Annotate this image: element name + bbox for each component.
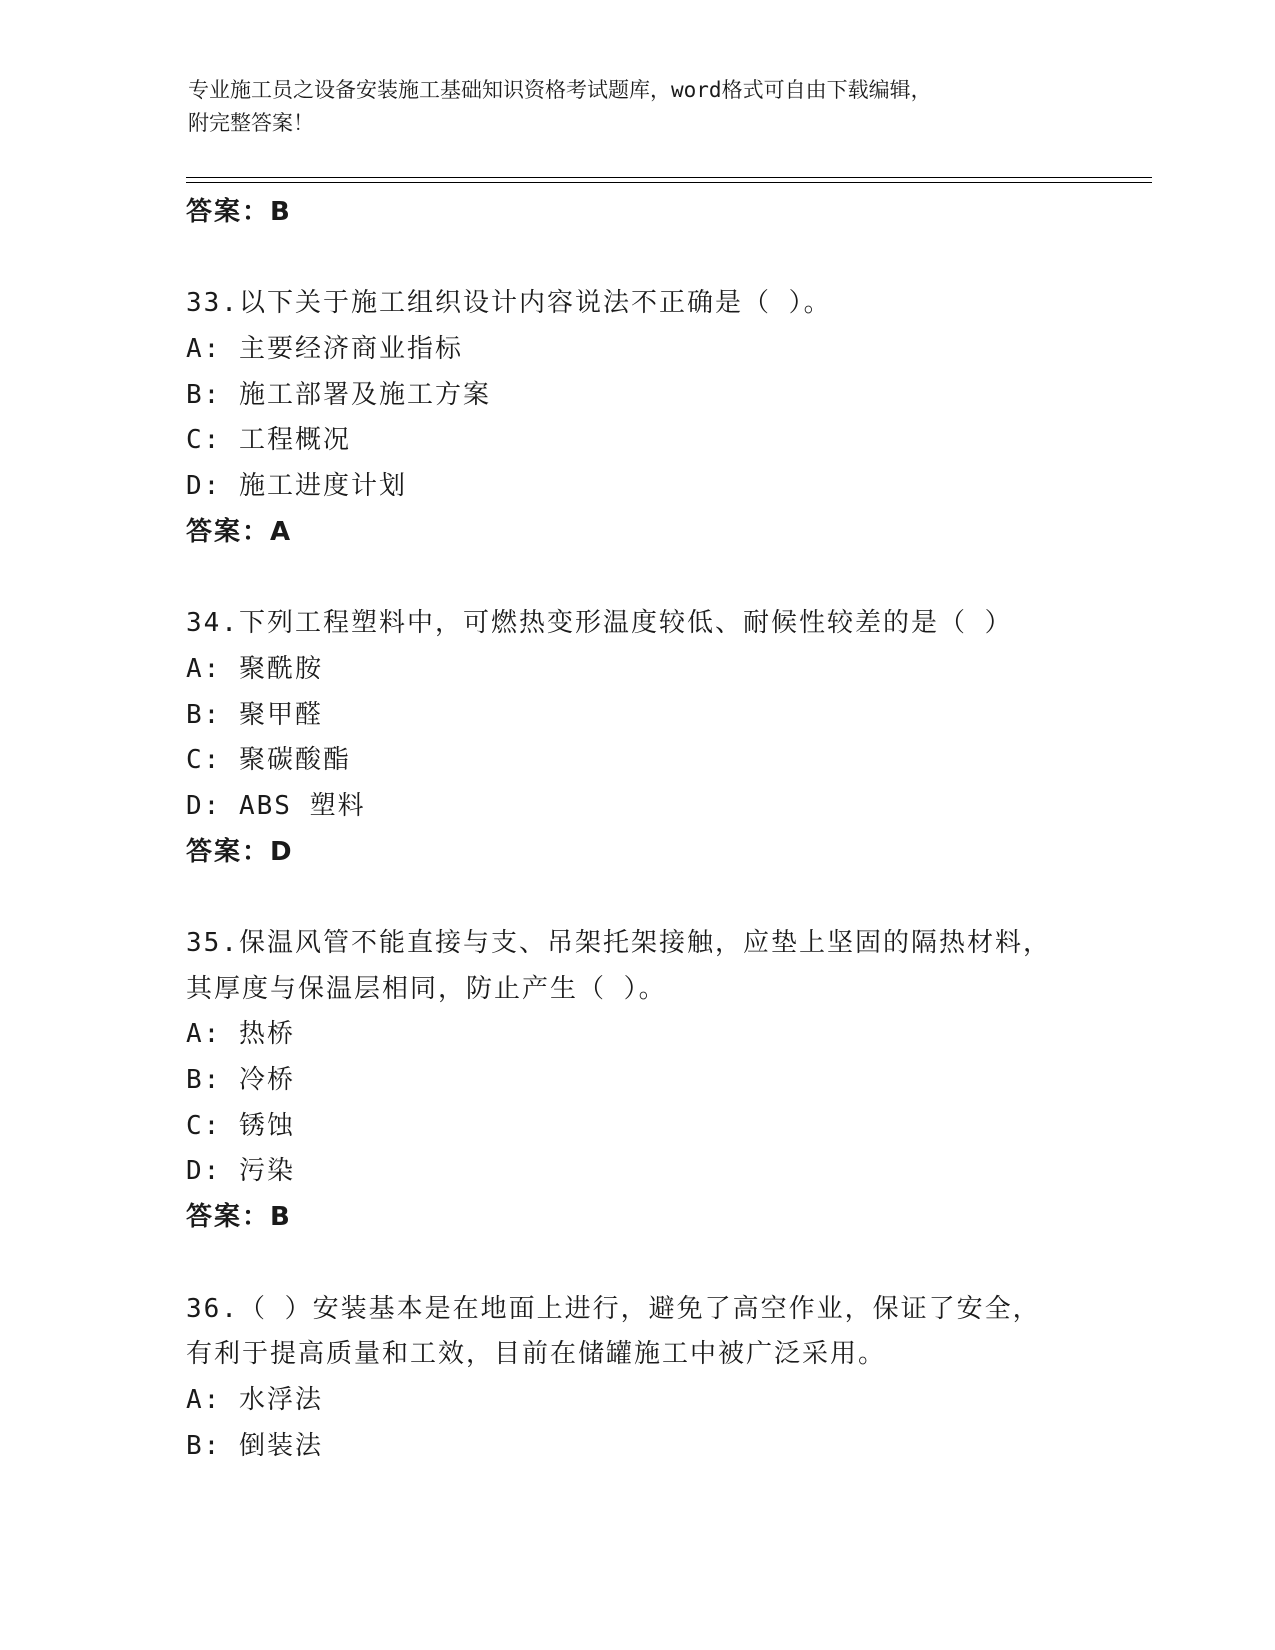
question-stem: 34.下列工程塑料中，可燃热变形温度较低、耐候性较差的是（ ） [186, 608, 1013, 639]
spacer [186, 875, 1086, 921]
option-b: B: 施工部署及施工方案 [186, 379, 491, 410]
option-c: C: 聚碳酸酯 [186, 745, 351, 776]
option-a: A: 主要经济商业指标 [186, 334, 463, 365]
spacer [186, 236, 1086, 282]
header-line-2: 附完整答案！ [188, 111, 314, 135]
question-stem: 33.以下关于施工组织设计内容说法不正确是（ ）。 [186, 288, 832, 319]
answer-line: 答案：D [186, 836, 294, 867]
option-a: A: 热桥 [186, 1019, 295, 1050]
question-block [186, 1287, 1086, 1470]
header-divider-top [186, 177, 1152, 178]
question-stem-continued: 其厚度与保温层相同，防止产生（ ）。 [186, 973, 667, 1004]
question-stem: 36.（ ）安装基本是在地面上进行，避免了高空作业，保证了安全， [186, 1293, 1041, 1324]
question-block [186, 921, 1086, 1241]
question-stem-continued: 有利于提高质量和工效，目前在储罐施工中被广泛采用。 [186, 1339, 887, 1370]
option-d: D: 施工进度计划 [186, 471, 407, 502]
option-b: B: 冷桥 [186, 1065, 295, 1096]
question-block [186, 281, 1086, 555]
answer-line: 答案：B [186, 197, 292, 227]
option-a: A: 聚酰胺 [186, 653, 323, 684]
option-d: D: 污染 [186, 1156, 295, 1187]
option-d: D: ABS 塑料 [186, 790, 366, 821]
header-divider-bottom [186, 182, 1152, 183]
document-header [188, 74, 1068, 140]
option-b: B: 聚甲醛 [186, 699, 323, 730]
question-list [186, 190, 1086, 1469]
option-c: C: 工程概况 [186, 425, 351, 456]
option-c: C: 锈蚀 [186, 1110, 295, 1141]
spacer [186, 1241, 1086, 1287]
question-stem: 35.保温风管不能直接与支、吊架托架接触，应垫上坚固的隔热材料， [186, 928, 1051, 958]
header-line-1: 专业施工员之设备安装施工基础知识资格考试题库，word格式可自由下载编辑， [188, 78, 932, 102]
option-b: B: 倒装法 [186, 1430, 323, 1461]
option-a: A: 水浮法 [186, 1384, 323, 1415]
answer-line: 答案：B [186, 1202, 292, 1233]
question-block [186, 601, 1086, 875]
spacer [186, 556, 1086, 602]
answer-line: 答案：A [186, 516, 293, 547]
